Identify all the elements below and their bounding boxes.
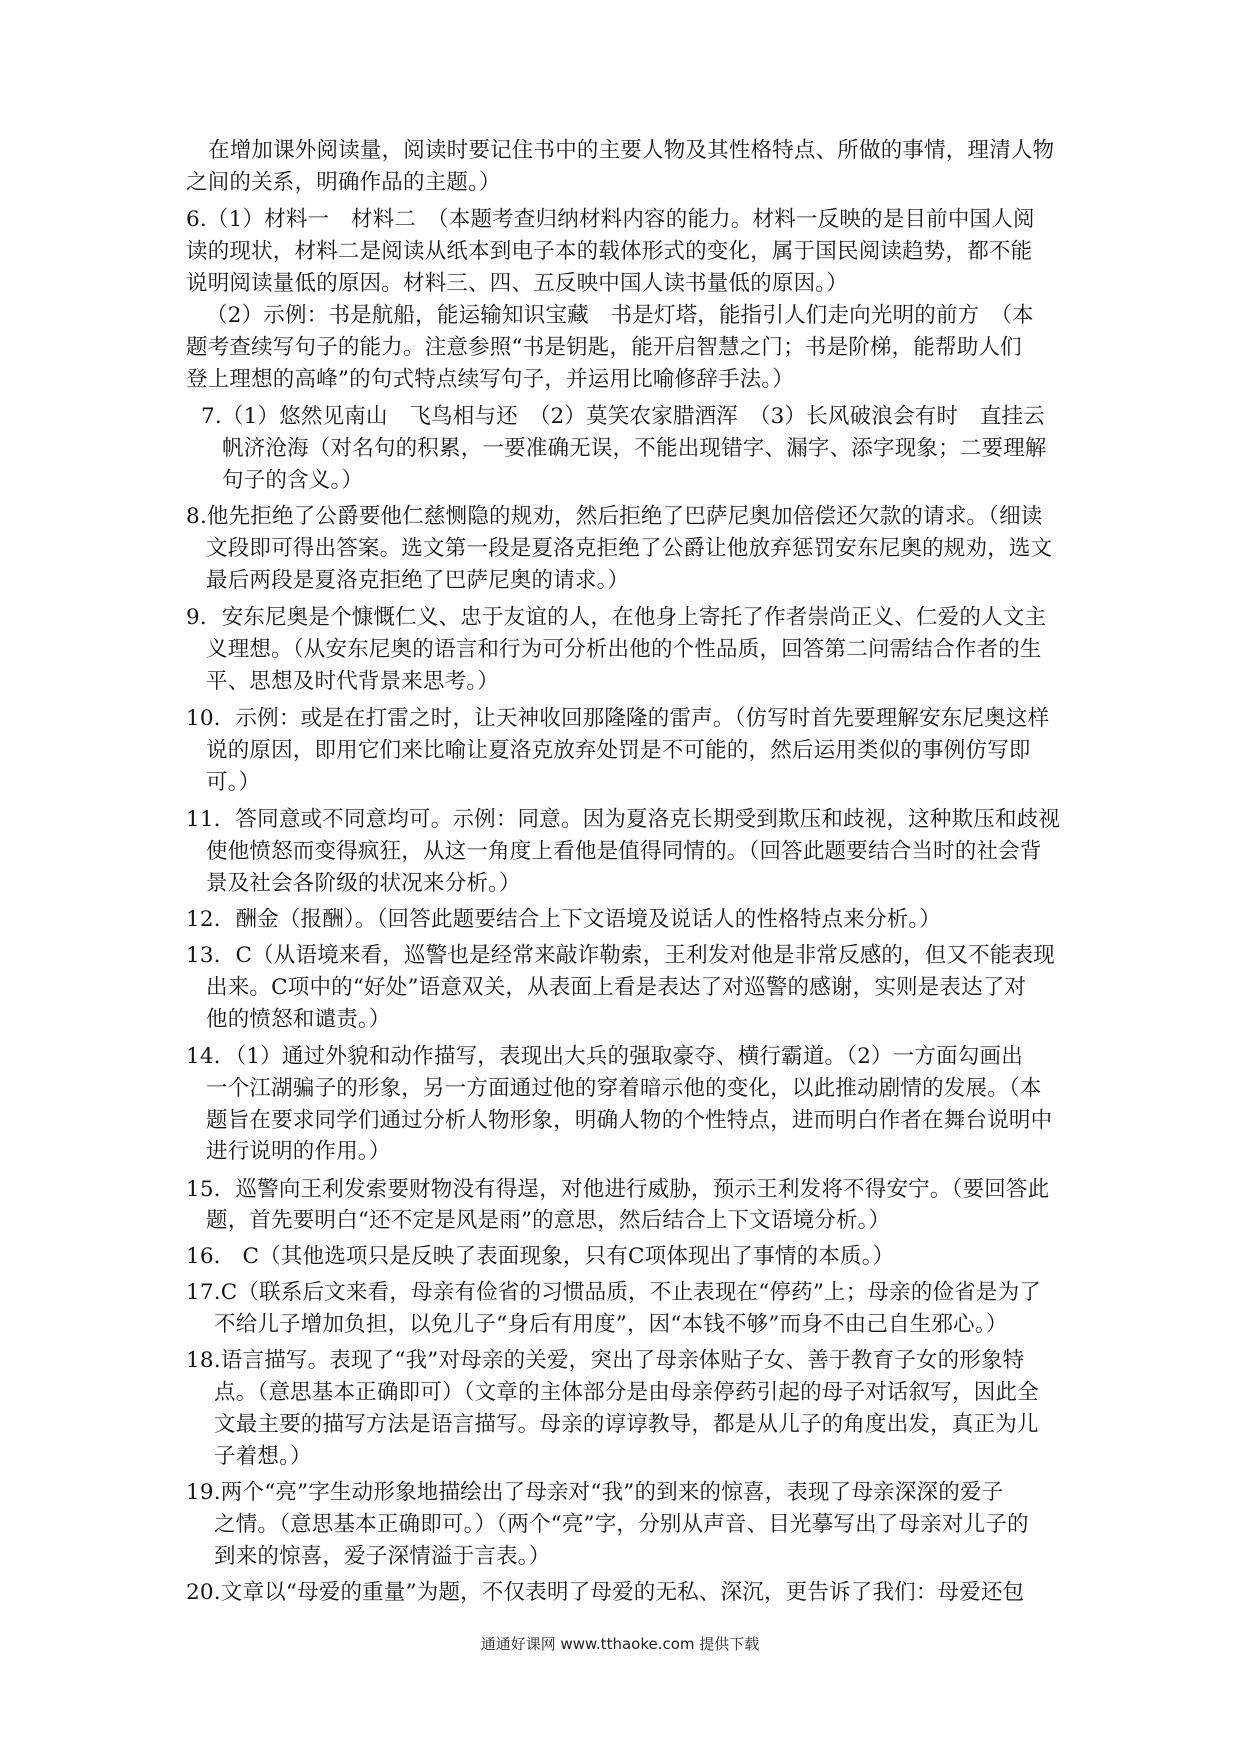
text-line: 使他愤怒而变得疯狂，从这一角度上看他是值得同情的。（回答此题要结合当时的社会背 (206, 838, 1042, 864)
text-line: 一个江湖骗子的形象，另一方面通过他的穿着暗示他的变化，以此推动剧情的发展。（本 (206, 1075, 1042, 1101)
text-line: 18.语言描写。表现了“我”对母亲的关爱，突出了母亲体贴子女、善于教育子女的形象特 (186, 1348, 1025, 1374)
text-line: 文最主要的描写方法是语言描写。母亲的谆谆教导，都是从儿子的角度出发，真正为儿 (214, 1411, 1039, 1437)
text-line: 14．（1）通过外貌和动作描写，表现出大兵的强取豪夺、横行霸道。（2）一方面勾画出 (186, 1043, 1023, 1069)
text-line: 平、思想及时代背景来思考。） (206, 668, 500, 694)
text-line: 文段即可得出答案。选文第一段是夏洛克拒绝了公爵让他放弃惩罚安东尼奥的规劝，选文 (206, 536, 1053, 562)
text-line: 题旨在要求同学们通过分析人物形象，明确人物的个性特点，进而明白作者在舞台说明中 (206, 1107, 1053, 1133)
text-line: 出来。C项中的“好处”语意双关，从表面上看是表达了对巡警的感谢，实则是表达了对 (206, 974, 1027, 1000)
text-line: 帆济沧海（对名句的积累，一要准确无误，不能出现错字、漏字、添字现象；二要理解 (222, 436, 1047, 462)
text-line: 子着想。） (214, 1443, 312, 1469)
text-line: 题，首先要明白“还不定是风是雨”的意思，然后结合上下文语境分析。） (206, 1208, 891, 1234)
text-line: 最后两段是夏洛克拒绝了巴萨尼奥的请求。） (206, 567, 630, 593)
text-line: 7.（1）悠然见南山 飞鸟相与还 （2）莫笑农家腊酒浑 （3）长风破浪会有时 直挂云 (201, 404, 1045, 430)
text-line: 9．安东尼奥是个慷慨仁义、忠于友谊的人，在他身上寄托了作者崇尚正义、仁爱的人文主 (186, 605, 1047, 631)
text-line: 20.文章以“母爱的重量”为题，不仅表明了母爱的无私、深沉，更告诉了我们：母爱还包 (186, 1580, 1025, 1605)
text-line: 读的现状，材料二是阅读从纸本到电子本的载体形式的变化，属于国民阅读趋势，都不能 (186, 238, 1033, 264)
text-line: 17.C（联系后文来看，母亲有俭省的习惯品质，不止表现在“停药”上；母亲的俭省是为了 (186, 1280, 1042, 1306)
text-line: 12．酬金（报酬）。（回答此题要结合上下文语境及说话人的性格特点来分析。） (186, 906, 942, 932)
text-line: 在增加课外阅读量，阅读时要记住书中的主要人物及其性格特点、所做的事情，理清人物 (208, 138, 1055, 163)
text-line: 8.他先拒绝了公爵要他仁慈恻隐的规劝，然后拒绝了巴萨尼奥加倍偿还欠款的请求。（细读 (186, 504, 1043, 530)
text-line: 说的原因，即用它们来比喻让夏洛克放弃处罚是不可能的，然后运用类似的事例仿写即 (206, 737, 1031, 763)
text-line: 之间的关系，明确作品的主题。） (186, 169, 501, 195)
text-line: 16． C（其他选项只是反映了表面现象，只有C项体现出了事情的本质。） (186, 1243, 895, 1269)
text-line: 说明阅读量低的原因。材料三、四、五反映中国人读书量低的原因。） (186, 270, 848, 296)
text-line: 10．示例：或是在打雷之时，让天神收回那隆隆的雷声。（仿写时首先要理解安东尼奥这样 (186, 706, 1050, 731)
text-line: 15．巡警向王利发索要财物没有得逞，对他进行威胁，预示王利发将不得安宁。（要回答此 (186, 1176, 1050, 1202)
text-line: 之情。（意思基本正确即可。）（两个“亮”字，分别从声音、目光摹写出了母亲对儿子的 (214, 1511, 1029, 1537)
text-line: 19.两个“亮”字生动形象地描绘出了母亲对“我”的到来的惊喜，表现了母亲深深的爱子 (186, 1480, 1004, 1505)
text-line: 句子的含义。） (222, 468, 364, 493)
text-line: 他的愤怒和谴责。） (206, 1006, 391, 1032)
text-line: 进行说明的作用。） (206, 1139, 391, 1165)
text-line: 登上理想的高峰”的句式特点续写句子，并运用比喻修辞手法。） (186, 367, 795, 393)
text-line: 可。） (206, 769, 261, 795)
text-line: 点。（意思基本正确即可）（文章的主体部分是由母亲停药引起的母子对话叙写，因此全 (214, 1380, 1039, 1406)
text-line: 6.（1）材料一 材料二 （本题考查归纳材料内容的能力。材料一反映的是目前中国人阅 (186, 207, 1035, 232)
text-line: 不给儿子增加负担，以免儿子“身后有用度”，因“本钱不够”而身不由己自生邪心。） (214, 1311, 1008, 1337)
text-line: 义理想。（从安东尼奥的语言和行为可分析出他的个性品质，回答第二问需结合作者的生 (206, 636, 1042, 662)
text-line: 到来的惊喜，爱子深情溢于言表。） (214, 1543, 551, 1569)
text-line: 13．C（从语境来看，巡警也是经常来敲诈勒索，王利发对他是非常反感的，但又不能表现 (186, 943, 1056, 968)
text-line: （2）示例：书是航船，能运输知识宝藏 书是灯塔，能指引人们走向光明的前方 （本 (206, 303, 1034, 329)
text-line: 11．答同意或不同意均可。示例：同意。因为夏洛克长期受到欺压和歧视，这种欺压和歧视 (186, 806, 1061, 832)
text-line: 题考查续写句子的能力。注意参照“书是钥匙，能开启智慧之门；书是阶梯，能帮助人们 (186, 335, 1022, 361)
footer-source: 通通好课网 www.tthaoke.com 提供下载 (480, 1635, 760, 1653)
text-line: 景及社会各阶级的状况来分析。） (206, 870, 521, 896)
